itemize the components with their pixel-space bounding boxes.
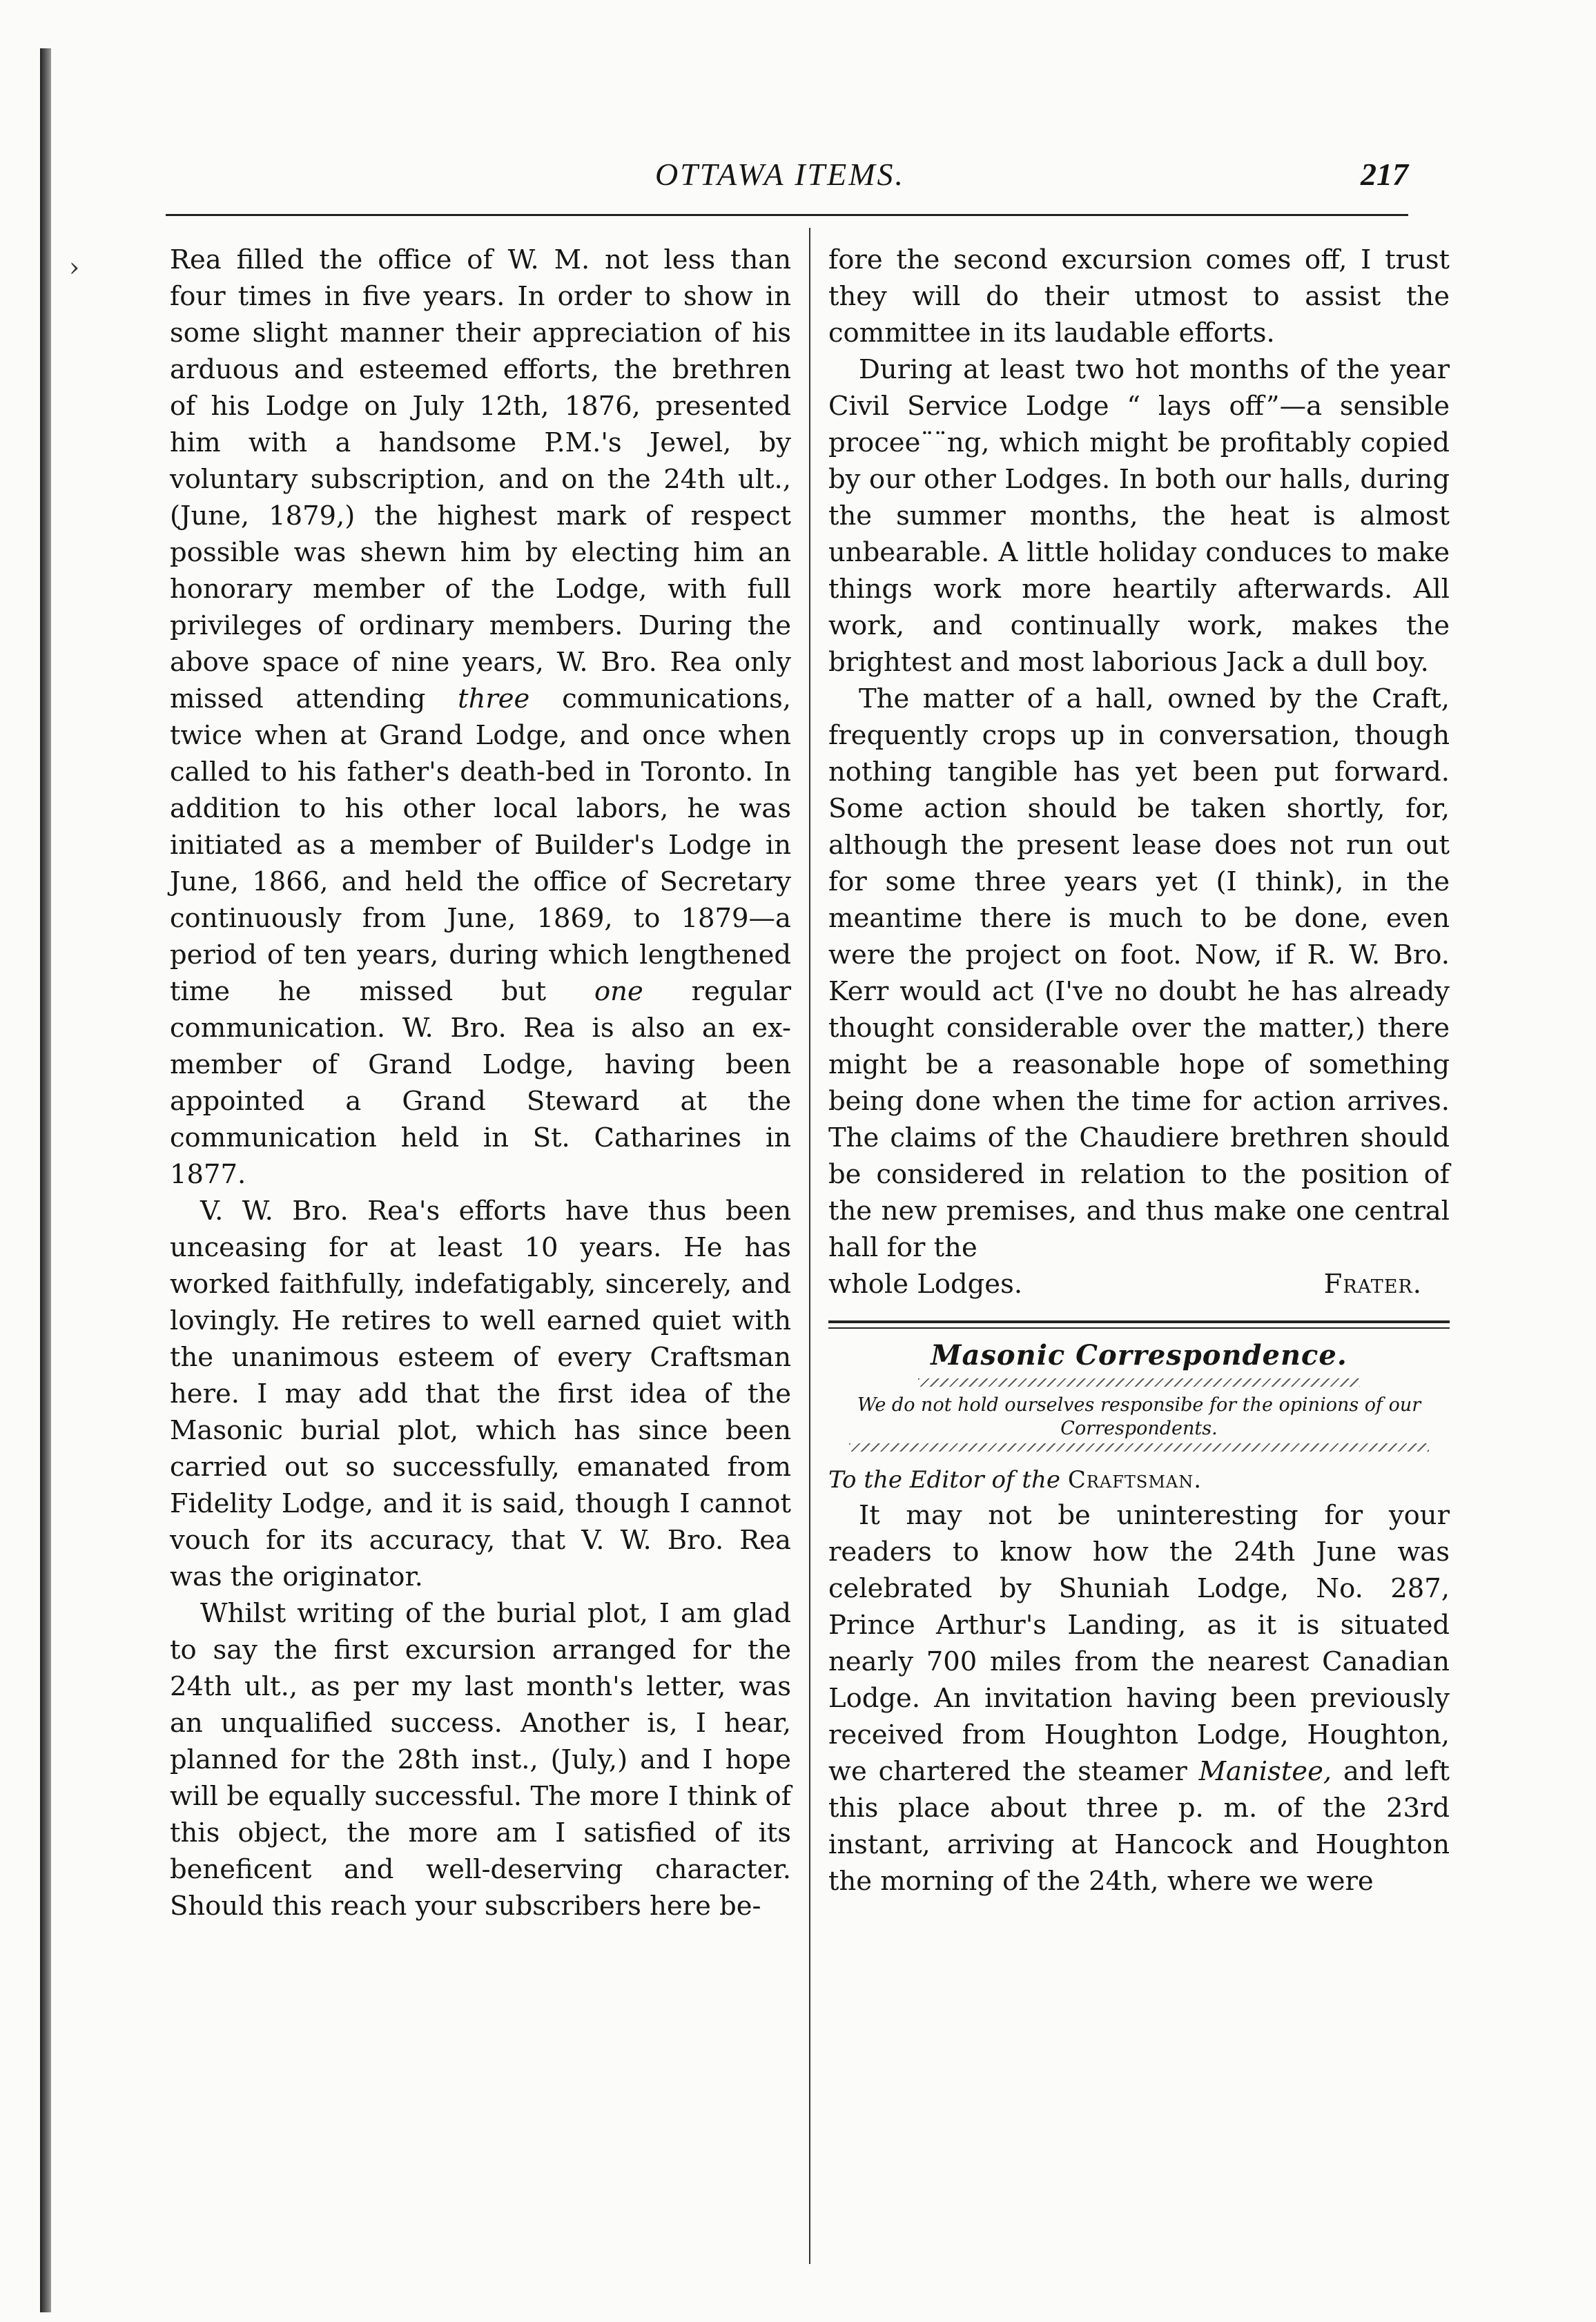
paragraph-text: regular communication. W. Bro. Rea is also an ex-member of Grand Lodge, having been appointed a Grand Steward at the communication held in St. Catharines in 1877. (170, 976, 791, 1190)
paragraph-text: V. W. Bro. Rea's efforts have thus been unceasing for at least 10 years. He has worked faithfully, indefatigably, sincerely, and lovingly. He retires to well earned quiet with the unanimous esteem of every Craftsman here. I may add that the first idea of the Masonic burial plot, which has since been carried out so successfully, emanated from Fidelity Lodge, and it is said, though I cannot vouch for its accuracy, that V. W. Bro. Rea was the originator. (170, 1196, 791, 1592)
italic-text: three (458, 683, 530, 714)
steamer-name: Manistee, (1198, 1756, 1332, 1787)
paragraph-text: communications, twice when at Grand Lodge, and once when called to his father's death-bed in Toronto. In addition to his other local labors, he was initiated as a member of Builder's Lodge in June, 1866, and held the office of Secretary continuously from June, 1869, to 1879—a period of ten years, during which lengthened time he missed but (170, 683, 791, 1007)
section-rule (828, 1320, 1450, 1329)
running-head: OTTAWA ITEMS. (654, 157, 906, 192)
italic-text: one (594, 976, 643, 1007)
page-number: 217 (1361, 157, 1408, 192)
paragraph (828, 681, 1450, 1266)
section-title: Masonic Correspondence. (931, 1339, 1347, 1372)
paragraph (170, 1193, 791, 1595)
salutation-target: Craftsman. (1067, 1466, 1203, 1494)
paragraph (828, 242, 1450, 351)
ornament-rule-2 (849, 1443, 1429, 1452)
paragraph (828, 351, 1450, 681)
paragraph-text: fore the second excursion comes off, I trust they will do their utmost to assist the committee in its laudable efforts. (828, 244, 1450, 349)
binding-edge (40, 48, 51, 2312)
header-rule (166, 214, 1408, 216)
paragraph-text: During at least two hot months of the year Civil Service Lodge “ lays off”—a sensible procee¨¨ng, which might be profitably copied by our other Lodges. In both our halls, during the summer months, the heat is almost unbearable. A little holiday conduces to make things work more heartily afterwards. All work, and continually work, makes the brightest and most laborious Jack a dull boy. (828, 354, 1450, 678)
letter-text: It may not be uninteresting for your readers to know how the 24th June was celebrated by Shuniah Lodge, No. 287, Prince Arthur's Landing, as it is situated nearly 700 miles from the nearest Canadian Lodge. An invitation having been previously received from Houghton Lodge, Houghton, we chartered the steamer (828, 1500, 1450, 1787)
closing-line: whole Lodges. (828, 1269, 1023, 1300)
closing-signature-line (828, 1266, 1450, 1303)
margin-mark: › (69, 252, 80, 282)
salutation-lead: To the Editor of the (828, 1466, 1068, 1494)
paragraph-text: The matter of a hall, owned by the Craft, frequently crops up in conversation, though nothing tangible has yet been put forward. Some action should be taken shortly, for, although the present lease does not run out for some three years yet (I think), in the meantime there is much to be done, even were the project on foot. Now, if R. W. Bro. Kerr would act (I've no doubt he has already thought considerable over the matter,) there might be a reasonable hope of something being done when the time for action arrives. The claims of the Chaudiere brethren should be considered in relation to the position of the new premises, and thus make one central hall for the (828, 683, 1450, 1263)
salutation (828, 1463, 1450, 1497)
right-column-paragraphs (828, 242, 1450, 1266)
paragraph (170, 1595, 791, 1924)
letter-paragraph (828, 1497, 1450, 1900)
ornament-rule (918, 1378, 1360, 1387)
right-column (828, 242, 1450, 1900)
signature: Frater. (1323, 1269, 1422, 1300)
column-divider (809, 228, 810, 2264)
paragraph-text: Whilst writing of the burial plot, I am glad to say the first excursion arranged for the 24th ult., as per my last month's letter, was an unqualified success. Another is, I hear, planned for the 28th inst., (July,) and I hope will be equally successful. The more I think of this object, the more am I satisfied of its beneficent and well-deserving character. Should this reach your subscribers here be- (170, 1598, 791, 1922)
disclaimer: We do not hold ourselves responsibe for the opinions of our Correspondents. (857, 1394, 1421, 1439)
paragraph (170, 242, 791, 1193)
paragraph-text: Rea filled the office of W. M. not less than four times in five years. In order to show in some slight manner their appreciation of his arduous and esteemed efforts, the brethren of his Lodge on July 12th, 1876, presented him with a handsome P.M.'s Jewel, by voluntary subscription, and on the 24th ult., (June, 1879,) the highest mark of respect possible was shewn him by electing him an honorary member of the Lodge, with full privileges of ordinary members. During the above space of nine years, W. Bro. Rea only missed attending (170, 244, 791, 714)
left-column (170, 242, 791, 1924)
letter-text-end: and left this place about three p. m. of the 23rd instant, arriving at Hancock and Houghton the morning of the 24th, where we were (828, 1756, 1450, 1897)
page-header (152, 152, 1408, 200)
